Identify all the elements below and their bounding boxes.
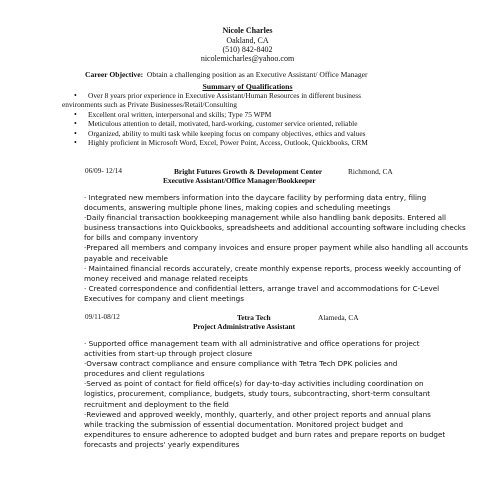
qualification-text: Excellent oral written, interpersonal and skills; Type 75 WPM: [88, 109, 272, 119]
career-objective-label: Career Objective:: [85, 70, 144, 79]
career-objective-text: Obtain a challenging position as an Executive Assistant/ Office Manager: [146, 70, 368, 79]
duty-line: money received and manage related receipts: [84, 273, 248, 283]
duty-line: Executives for company and client meetings: [84, 293, 244, 303]
job-title: Project Administrative Assistant: [193, 322, 296, 331]
duty-line: ·Reviewed and approved weekly, monthly, quarterly, and other project reports and annual plans: [84, 409, 431, 419]
summary-title: Summary of Qualifications: [202, 82, 293, 91]
duty-line: activities from start-up through project closure: [84, 349, 253, 359]
qualifications-list: [62, 91, 442, 147]
duty-line: · Integrated new members information into the daycare facility by performing data entry, filing: [84, 193, 427, 202]
qualification-text: Highly proficient in Microsoft Word, Excel, Power Point, Access, Outlook, Quickbooks, CRM: [88, 138, 368, 148]
applicant-phone: (510) 842-8402: [222, 45, 273, 54]
duty-line: ·Daily financial transaction bookkeeping management while also handling bank deposits. Entered all: [84, 213, 447, 223]
duty-line: documents, answering multiple phone lines, making copies and scheduling meetings: [84, 203, 391, 213]
career-objective: [85, 70, 368, 79]
job-company: Bright Futures Growth & Development Center: [174, 167, 323, 176]
job-title: Executive Assistant/Office Manager/Bookkeeper: [163, 176, 316, 185]
job-duties-list: [84, 193, 469, 304]
job-company: Tetra Tech: [237, 313, 271, 322]
duty-line: ·Prepared all members and company invoices and ensure proper payment while also handling all accounts: [84, 243, 469, 253]
duty-line: business transactions into Quickbooks, spreadsheets and additional accounting software including checks: [84, 223, 466, 233]
job-location: Alameda, CA: [318, 313, 359, 322]
job-duties-list: [84, 339, 446, 450]
qualification-text: Over 8 years prior experience in Executive Assistant/Human Resources in different business: [88, 91, 362, 100]
qualification-text: Meticulous attention to detail, motivated, hard-working, customer service oriented, reliable: [88, 119, 358, 129]
duty-line: for bills and company inventory: [84, 233, 199, 243]
duty-line: forecasts and projects' yearly expenditures: [84, 439, 240, 449]
job-dates: 09/11-08/12: [85, 313, 120, 321]
applicant-email[interactable]: nicolemicharles@yahoo.com: [200, 54, 295, 63]
duty-line: ·Served as point of contact for field office(s) for day-to-day activities including coordination on: [84, 379, 424, 389]
duty-line: ·Oversaw contract compliance and ensure compliance with Tetra Tech DPK policies and: [84, 359, 398, 369]
qualification-item: [62, 110, 442, 119]
qualification-item: [62, 119, 442, 128]
job-dates: 06/09- 12/14: [85, 167, 122, 175]
job-location: Richmond, CA: [348, 167, 393, 176]
applicant-name: Nicole Charles: [222, 26, 273, 35]
applicant-city: Oakland, CA: [226, 36, 269, 45]
qualification-item: [62, 91, 442, 110]
duty-line: procedures and client regulations: [84, 369, 205, 379]
qualification-text: Organized, ability to multi task while keeping focus on company objectives, ethics and values: [88, 128, 366, 138]
duty-line: logistics, procurement, compliance, budgets, study tours, subcontracting, short-term consultant: [84, 389, 431, 399]
qualification-text-continued: environments such as Private Businesses/Retail/Consulting: [62, 100, 237, 110]
qualification-item: [62, 129, 442, 138]
duty-line: · Created correspondence and confidential letters, arrange travel and accommodations for C-Level: [84, 283, 440, 293]
duty-line: · Maintained financial records accurately, create monthly expense reports, process weekly accounting of: [84, 263, 461, 273]
duty-line: · Supported office management team with all administrative and office operations for project: [84, 339, 420, 348]
duty-line: recruitment and deployment to the field: [84, 399, 229, 409]
duty-line: payable and receivable: [84, 253, 168, 263]
duty-line: expenditures to ensure adherence to adopted budget and burn rates and prepare reports on budget: [84, 429, 446, 439]
duty-line: while tracking the submission of essential documentation. Monitored project budget and: [84, 419, 404, 429]
qualification-item: [62, 138, 442, 147]
